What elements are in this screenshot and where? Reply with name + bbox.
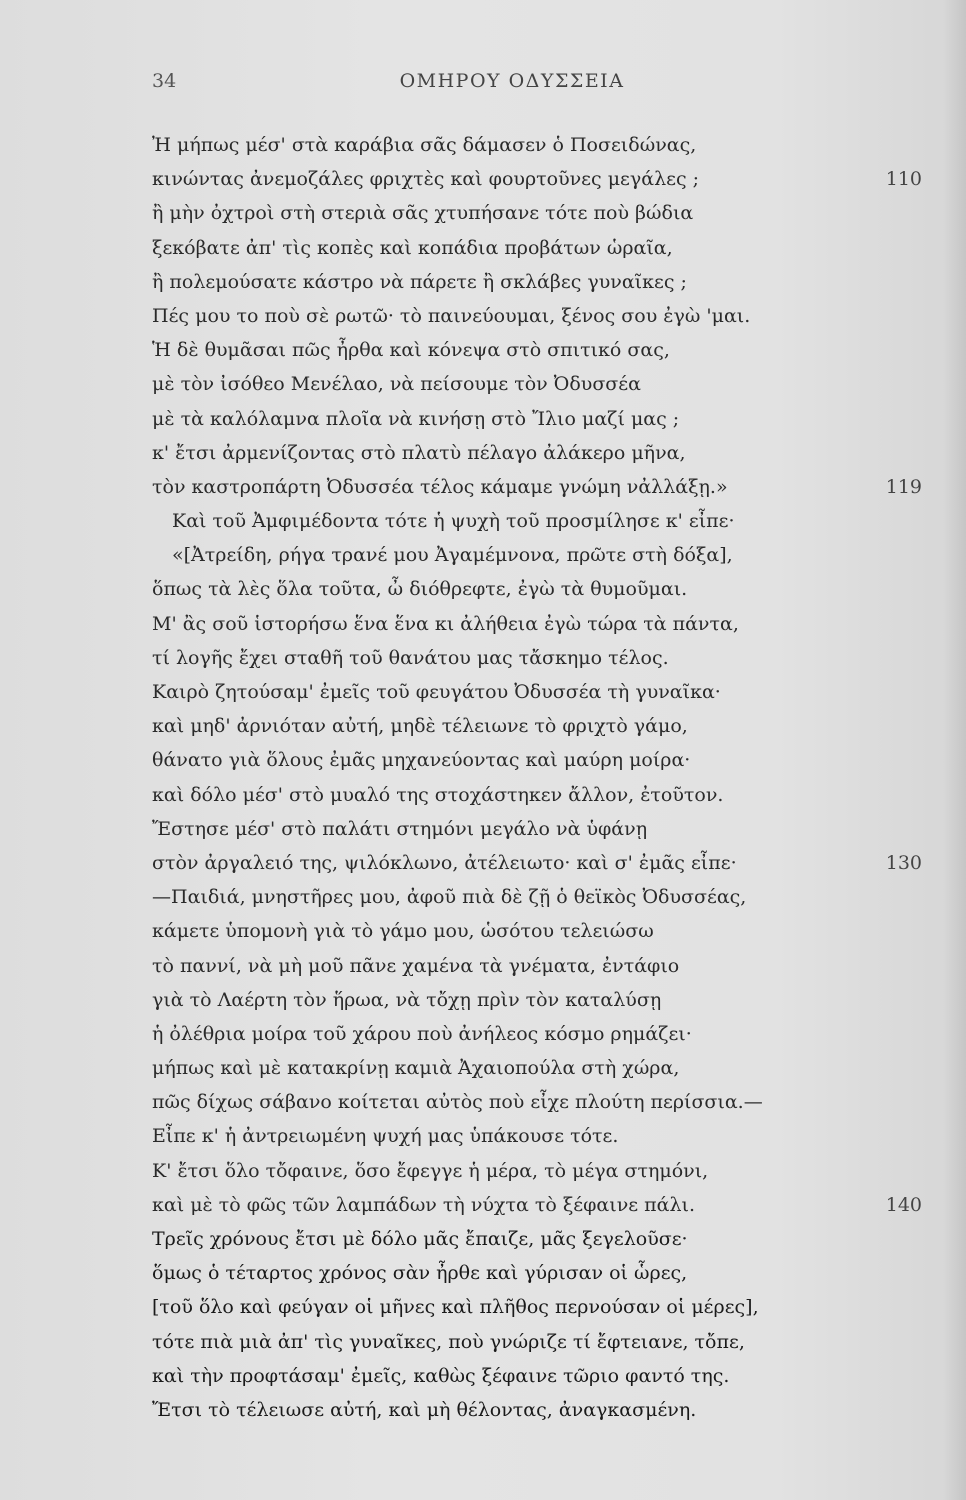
- verse-line: [152, 265, 922, 299]
- verse-line: [152, 572, 922, 606]
- verse-line: [152, 196, 922, 230]
- verse-line: [152, 1119, 922, 1153]
- verse-text: μήπως καὶ μὲ κατακρίνῃ καμιὰ Ἀχαιοπούλα στὴ χώρα,: [152, 1057, 680, 1080]
- verse-text: Κ' ἔτσι ὅλο τὄφαινε, ὅσο ἔφεγγε ἡ μέρα, τὸ μέγα στημόνι,: [152, 1159, 709, 1182]
- verse-line: [152, 880, 922, 914]
- verse-text: θάνατο γιὰ ὅλους ἐμᾶς μηχανεύοντας καὶ μαύρη μοίρα·: [152, 749, 691, 772]
- verse-text: Ἔτσι τὸ τέλειωσε αὐτή, καὶ μὴ θέλοντας, ἀναγκασμένη.: [152, 1398, 697, 1421]
- verse-line: [152, 846, 922, 880]
- line-number: 140: [885, 1193, 922, 1216]
- verse-line: [152, 128, 922, 162]
- verse-line: [152, 607, 922, 641]
- verse-text: Εἶπε κ' ἡ ἀντρειωμένη ψυχή μας ὑπάκουσε τότε.: [152, 1125, 619, 1148]
- verse-line: [152, 504, 922, 538]
- verse-line: [152, 1017, 922, 1051]
- verse-text: τότε πιὰ μιὰ ἀπ' τὶς γυναῖκες, ποὺ γνώριζε τί ἔφτειανε, τὄπε,: [152, 1330, 745, 1353]
- verse-text: Καὶ τοῦ Ἀμφιμέδοντα τότε ἡ ψυχὴ τοῦ προσμίλησε κ' εἶπε·: [172, 510, 735, 533]
- page-edge-shadow: [944, 0, 966, 1500]
- verse-line: [152, 1188, 922, 1222]
- verse-text: Ἔστησε μέσ' στὸ παλάτι στημόνι μεγάλο νὰ ὑφάνῃ: [152, 817, 648, 840]
- verse-text: —Παιδιά, μνηστῆρες μου, ἀφοῦ πιὰ δὲ ζῇ ὁ θεϊκὸς Ὀδυσσέας,: [152, 886, 747, 909]
- verse-line: [152, 983, 922, 1017]
- verse-line: [152, 1290, 922, 1324]
- verse-text: καὶ τὴν προφτάσαμ' ἐμεῖς, καθὼς ξέφαινε τῶριο φαντό της.: [152, 1364, 730, 1387]
- verse-text: [τοῦ ὅλο καὶ φεύγαν οἱ μῆνες καὶ πλῆθος περνούσαν οἱ μέρες],: [152, 1296, 759, 1319]
- verse-text: τὸ παννί, νὰ μὴ μοῦ πᾶνε χαμένα τὰ γνέματα, ἐντάφιο: [152, 954, 680, 977]
- verse-line: [152, 231, 922, 265]
- verse-text: τὸν καστροπάρτη Ὀδυσσέα τέλος κάμαμε γνώμη νἀλλάξῃ.»: [152, 475, 728, 498]
- verse-line: [152, 470, 922, 504]
- verse-text: κάμετε ὑπομονὴ γιὰ τὸ γάμο μου, ὡσότου τελειώσω: [152, 920, 654, 943]
- verse-text: Πές μου το ποὺ σὲ ρωτῶ· τὸ παινεύουμαι, ξένος σου ἐγὼ 'μαι.: [152, 304, 751, 327]
- verse-text: Τρεῖς χρόνους ἔτσι μὲ δόλο μᾶς ἔπαιζε, μᾶς ξεγελοῦσε·: [152, 1228, 688, 1250]
- verse-line: [152, 812, 922, 846]
- verse-text: καὶ μηδ' ἀρνιόταν αὐτή, μηδὲ τέλειωνε τὸ φριχτὸ γάμο,: [152, 715, 688, 738]
- verse-text: μὲ τὸν ἰσόθεο Μενέλαο, νὰ πείσουμε τὸν Ὀδυσσέα: [152, 373, 641, 396]
- verse-text: ἢ μὴν ὀχτροὶ στὴ στεριὰ σᾶς χτυπήσανε τότε ποὺ βώδια: [152, 202, 694, 225]
- verse-text: ἡ ὀλέθρια μοίρα τοῦ χάρου ποὺ ἀνήλεος κόσμο ρημάζει·: [152, 1022, 692, 1045]
- verse-line: [152, 1222, 922, 1256]
- verse-text: μὲ τὰ καλόλαμνα πλοῖα νὰ κινήσῃ στὸ Ἴλιο μαζί μας ;: [152, 407, 680, 430]
- verse-line: [152, 949, 922, 983]
- verse-line: [152, 333, 922, 367]
- verse-line: [152, 641, 922, 675]
- verse-text: ὅπως τὰ λὲς ὅλα τοῦτα, ὦ διόθρεφτε, ἐγὼ τὰ θυμοῦμαι.: [152, 578, 688, 601]
- verse-text: Ἠ μήπως μέσ' στὰ καράβια σᾶς δάμασεν ὁ Ποσειδώνας,: [152, 134, 697, 156]
- page-header: [152, 70, 912, 100]
- page-number: 34: [152, 70, 177, 92]
- line-number: 130: [885, 851, 922, 874]
- verse-text: ξεκόβατε ἀπ' τὶς κοπὲς καὶ κοπάδια προβάτων ὡραῖα,: [152, 236, 673, 259]
- line-number: 110: [885, 168, 922, 191]
- line-number: 119: [885, 475, 922, 498]
- verse-line: [152, 743, 922, 777]
- verse-text: κινώντας ἀνεμοζάλες φριχτὲς καὶ φουρτοῦνες μεγάλες ;: [152, 168, 700, 191]
- verse-text: πῶς δίχως σάβανο κοίτεται αὐτὸς ποὺ εἶχε πλούτη περίσσια.—: [152, 1091, 763, 1114]
- verse-line: [152, 914, 922, 948]
- verse-line: [152, 709, 922, 743]
- verse-block: [152, 128, 922, 1427]
- verse-line: [152, 778, 922, 812]
- verse-line: [152, 402, 922, 436]
- running-title: ΟΜΗΡΟΥ ΟΔΥΣΣΕΙΑ: [399, 70, 625, 92]
- verse-line: [152, 1085, 922, 1119]
- verse-line: [152, 1051, 922, 1085]
- verse-line: [152, 1393, 922, 1427]
- verse-text: καὶ μὲ τὸ φῶς τῶν λαμπάδων τὴ νύχτα τὸ ξέφαινε πάλι.: [152, 1193, 695, 1216]
- verse-line: [152, 162, 922, 196]
- verse-line: [152, 675, 922, 709]
- verse-text: Ἡ δὲ θυμᾶσαι πῶς ἦρθα καὶ κόνεψα στὸ σπιτικό σας,: [152, 339, 670, 362]
- verse-text: «[Ἀτρείδη, ρήγα τρανέ μου Ἀγαμέμνονα, πρῶτε στὴ δόξα],: [172, 544, 733, 567]
- verse-text: Καιρὸ ζητούσαμ' ἐμεῖς τοῦ φευγάτου Ὀδυσσέα τὴ γυναῖκα·: [152, 681, 721, 703]
- verse-text: ἢ πολεμούσατε κάστρο νὰ πάρετε ἢ σκλάβες γυναῖκες ;: [152, 270, 687, 293]
- verse-line: [152, 1359, 922, 1393]
- verse-text: στὸν ἀργαλειό της, ψιλόκλωνο, ἀτέλειωτο· καὶ σ' ἐμᾶς εἶπε·: [152, 851, 737, 874]
- verse-text: τί λογῆς ἔχει σταθῆ τοῦ θανάτου μας τἄσκημο τέλος.: [152, 646, 669, 669]
- verse-text: ὅμως ὁ τέταρτος χρόνος σὰν ἦρθε καὶ γύρισαν οἱ ὧρες,: [152, 1262, 688, 1285]
- verse-text: καὶ δόλο μέσ' στὸ μυαλό της στοχάστηκεν ἄλλον, ἐτοῦτον.: [152, 783, 724, 806]
- verse-line: [152, 1154, 922, 1188]
- verse-line: [152, 367, 922, 401]
- verse-line: [152, 1256, 922, 1290]
- verse-line: [152, 299, 922, 333]
- verse-text: Μ' ἂς σοῦ ἱστορήσω ἕνα ἕνα κι ἀλήθεια ἐγὼ τώρα τὰ πάντα,: [152, 612, 739, 635]
- verse-line: [152, 436, 922, 470]
- verse-line: [152, 1325, 922, 1359]
- verse-text: κ' ἔτσι ἀρμενίζοντας στὸ πλατὺ πέλαγο ἀλάκερο μῆνα,: [152, 441, 686, 464]
- verse-line: [152, 538, 922, 572]
- verse-text: γιὰ τὸ Λαέρτη τὸν ἥρωα, νὰ τὄχῃ πρὶν τὸν καταλύσῃ: [152, 988, 662, 1011]
